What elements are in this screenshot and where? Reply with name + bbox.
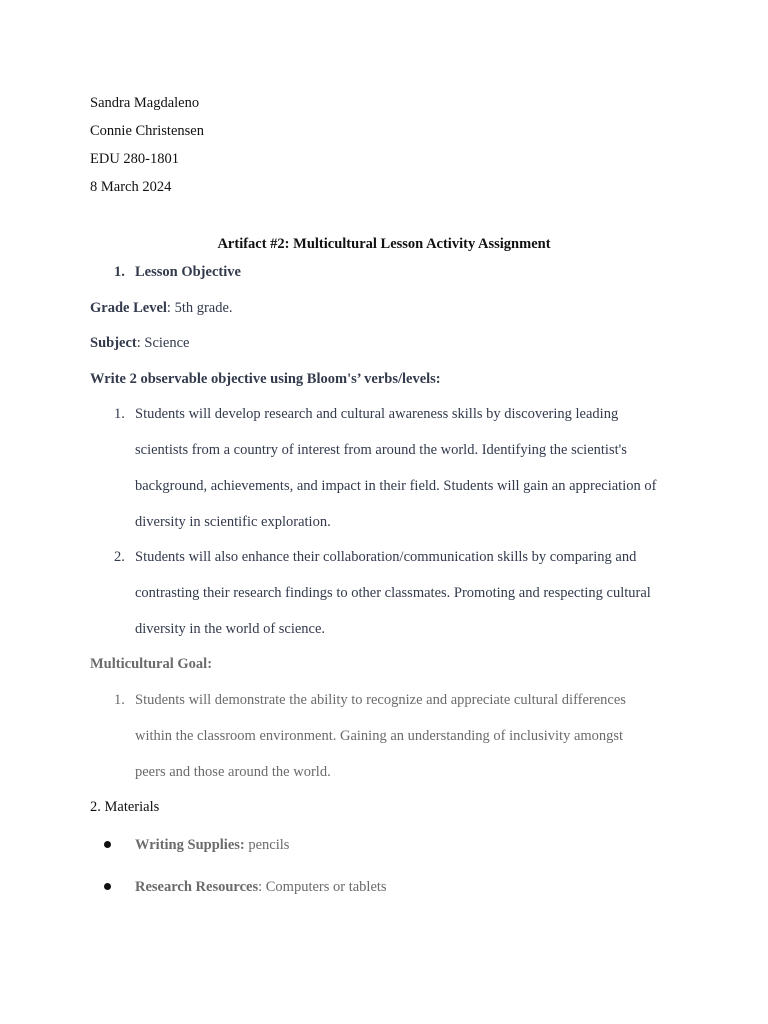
objective-1-line-4: diversity in scientific exploration. xyxy=(135,514,331,530)
instructor-name: Connie Christensen xyxy=(90,123,204,139)
material-item-label: Research Resources xyxy=(135,879,259,895)
subject-line xyxy=(90,333,189,353)
objective-2-number: 2. xyxy=(114,549,125,565)
objective-2-line-1: Students will also enhance their collaboration/communication skills by comparing and xyxy=(135,549,637,565)
student-name: Sandra Magdaleno xyxy=(90,95,200,111)
grade-level-label: Grade Level xyxy=(90,300,167,316)
multicultural-goal-line-1: Students will demonstrate the ability to recognize and appreciate cultural differences xyxy=(135,692,626,708)
grade-level-value: : 5th grade. xyxy=(166,300,233,316)
material-item-writing-supplies xyxy=(135,835,289,855)
objective-1-number: 1. xyxy=(114,406,125,422)
material-item-value: pencils xyxy=(244,837,290,853)
objective-1-line-3: background, achievements, and impact in their field. Students will gain an appreciation of xyxy=(135,478,657,494)
subject-value: : Science xyxy=(136,335,190,351)
material-item-label: Writing Supplies: xyxy=(135,837,245,853)
multicultural-goal-number: 1. xyxy=(114,692,125,708)
section1-number: 1. xyxy=(114,264,125,280)
section1-heading: Lesson Objective xyxy=(135,264,241,280)
materials-heading: 2. Materials xyxy=(90,799,160,815)
grade-level-line xyxy=(90,298,233,318)
bullet-icon xyxy=(104,883,111,890)
multicultural-goal-line-3: peers and those around the world. xyxy=(135,764,331,780)
objectives-heading: Write 2 observable objective using Bloom's’ verbs/levels: xyxy=(90,371,441,387)
objective-1-line-2: scientists from a country of interest from around the world. Identifying the scientist's xyxy=(135,442,627,458)
course-code: EDU 280-1801 xyxy=(90,151,180,167)
document-title: Artifact #2: Multicultural Lesson Activity Assignment xyxy=(217,236,551,252)
multicultural-goal-heading: Multicultural Goal: xyxy=(90,656,213,672)
document-date: 8 March 2024 xyxy=(90,179,172,195)
material-item-value: : Computers or tablets xyxy=(258,879,387,895)
subject-label: Subject xyxy=(90,335,137,351)
objective-1-line-1: Students will develop research and cultural awareness skills by discovering leading xyxy=(135,406,619,422)
material-item-research-resources xyxy=(135,877,387,897)
bullet-icon xyxy=(104,841,111,848)
objective-2-line-2: contrasting their research findings to other classmates. Promoting and respecting cultural xyxy=(135,585,651,601)
multicultural-goal-line-2: within the classroom environment. Gaining an understanding of inclusivity amongst xyxy=(135,728,624,744)
objective-2-line-3: diversity in the world of science. xyxy=(135,621,326,637)
